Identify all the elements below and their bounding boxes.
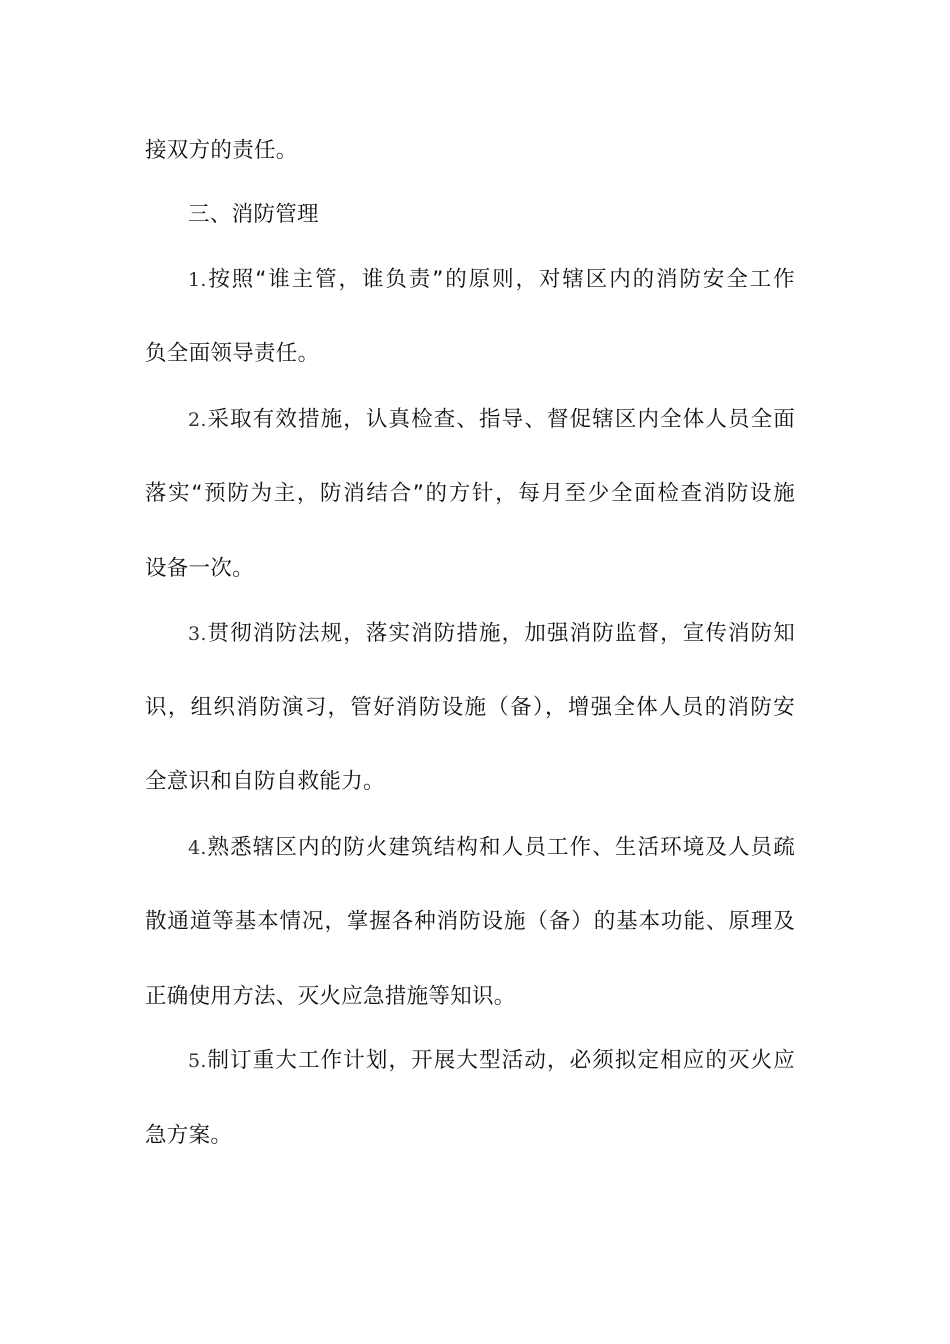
item-2-line-3 bbox=[145, 554, 795, 584]
item-3-line-1 bbox=[188, 619, 795, 649]
text-line: 采取有效措施，认真检查、指导、督促辖区内全体人员全面 bbox=[206, 407, 795, 432]
paragraph-continuation bbox=[145, 136, 795, 166]
item-3-line-2 bbox=[145, 693, 795, 723]
item-number: 4. bbox=[188, 837, 207, 859]
text-line: 散通道等基本情况，掌握各种消防设施（备）的基本功能、原理及 bbox=[145, 909, 795, 934]
item-4-line-2 bbox=[145, 907, 795, 937]
item-2-line-1 bbox=[188, 405, 795, 435]
item-2-line-2 bbox=[145, 479, 795, 509]
item-5-line-1 bbox=[188, 1046, 795, 1076]
section-heading bbox=[188, 200, 795, 230]
text-line: 识，组织消防演习，管好消防设施（备），增强全体人员的消防安 bbox=[145, 695, 795, 720]
text-line: 贯彻消防法规，落实消防措施，加强消防监督，宣传消防知 bbox=[206, 621, 795, 646]
item-5-line-2 bbox=[145, 1121, 795, 1151]
text-line: 按照“谁主管，谁负责”的原则，对辖区内的消防安全工作 bbox=[206, 267, 795, 292]
item-4-line-1 bbox=[188, 833, 795, 863]
item-1-line-2 bbox=[145, 339, 795, 369]
item-3-line-3 bbox=[145, 767, 795, 797]
text-line: 正确使用方法、灭火应急措施等知识。 bbox=[145, 984, 516, 1009]
item-1-line-1 bbox=[188, 265, 795, 295]
item-4-line-3 bbox=[145, 982, 795, 1012]
text-line: 熟悉辖区内的防火建筑结构和人员工作、生活环境及人员疏 bbox=[206, 835, 795, 860]
text-line: 全意识和自防自救能力。 bbox=[145, 769, 385, 794]
text-line: 接双方的责任。 bbox=[145, 138, 298, 163]
text-line: 负全面领导责任。 bbox=[145, 341, 320, 366]
item-number: 3. bbox=[188, 623, 207, 645]
item-number: 2. bbox=[188, 409, 207, 431]
item-number: 5. bbox=[188, 1050, 207, 1072]
text-line: 急方案。 bbox=[145, 1123, 233, 1148]
text-line: 落实“预防为主，防消结合”的方针，每月至少全面检查消防设施 bbox=[145, 481, 795, 506]
section-title: 三、消防管理 bbox=[188, 202, 319, 227]
item-number: 1. bbox=[188, 269, 207, 291]
text-line: 制订重大工作计划，开展大型活动，必须拟定相应的灭火应 bbox=[206, 1048, 795, 1073]
text-line: 设备一次。 bbox=[145, 556, 255, 581]
